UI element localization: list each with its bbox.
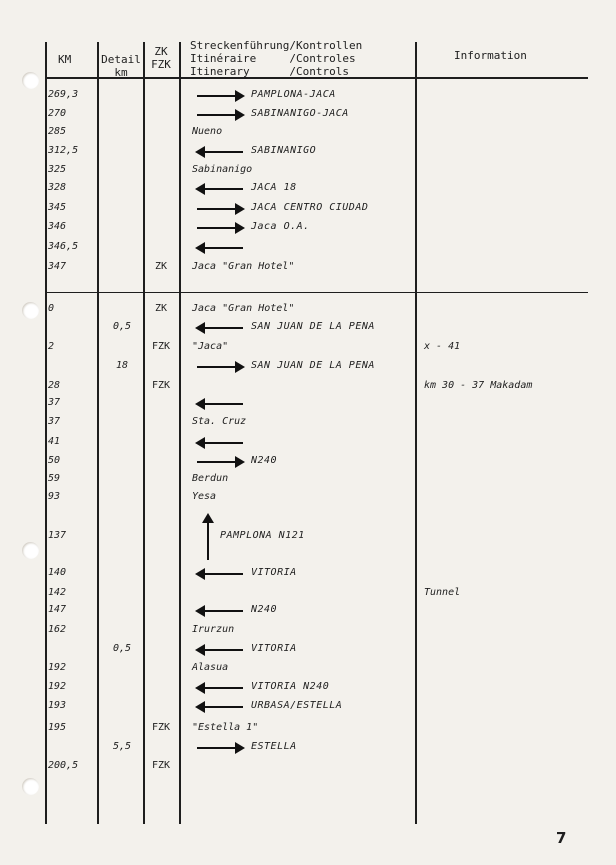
arrow-left-icon — [197, 573, 243, 575]
itinerary-text: "Estella 1" — [192, 722, 259, 733]
km-cell: 162 — [48, 624, 67, 635]
km-cell: 37 — [48, 416, 61, 427]
section-rule — [45, 292, 588, 293]
header-zk: ZK FZK — [151, 45, 171, 71]
km-cell: 0 — [48, 303, 55, 314]
arrow-left-icon — [197, 327, 243, 329]
control-cell: FZK — [151, 341, 171, 352]
header-detail: Detail km — [101, 53, 141, 79]
arrow-left-icon — [197, 687, 243, 689]
punch-hole — [22, 778, 39, 795]
arrow-left-icon — [197, 247, 243, 249]
itinerary-text: VITORIA — [251, 643, 297, 654]
header-km: KM — [58, 53, 72, 66]
control-cell: FZK — [151, 760, 171, 771]
arrow-left-icon — [197, 649, 243, 651]
km-cell: 2 — [48, 341, 55, 352]
arrow-left-icon — [197, 706, 243, 708]
punch-hole — [22, 72, 39, 89]
km-cell: 192 — [48, 662, 67, 673]
km-cell: 325 — [48, 164, 67, 175]
itinerary-text: ESTELLA — [251, 741, 297, 752]
arrow-left-icon — [197, 610, 243, 612]
arrow-right-icon — [197, 747, 243, 749]
itinerary-text: Alasua — [192, 662, 229, 673]
info-cell: x - 41 — [424, 341, 461, 352]
column-rule-left — [45, 42, 47, 824]
control-cell: ZK — [154, 303, 168, 314]
itinerary-text: JACA 18 — [251, 182, 297, 193]
itinerary-text: Irurzun — [192, 624, 235, 635]
km-cell: 269,3 — [48, 89, 79, 100]
arrow-right-icon — [197, 208, 243, 210]
info-cell: km 30 - 37 Makadam — [424, 380, 533, 391]
km-cell: 312,5 — [48, 145, 79, 156]
page-number: 7 — [556, 829, 567, 847]
itinerary-text: Jaca O.A. — [251, 221, 310, 232]
arrow-left-icon — [197, 188, 243, 190]
itinerary-text: N240 — [251, 455, 278, 466]
km-cell: 59 — [48, 473, 61, 484]
itinerary-text: Jaca "Gran Hotel" — [192, 261, 295, 272]
itinerary-text: PAMPLONA-JACA — [251, 89, 336, 100]
km-cell: 200,5 — [48, 760, 79, 771]
itinerary-text: Jaca "Gran Hotel" — [192, 303, 295, 314]
km-cell: 270 — [48, 108, 67, 119]
km-cell: 345 — [48, 202, 67, 213]
km-cell: 346,5 — [48, 241, 79, 252]
itinerary-text: URBASA/ESTELLA — [251, 700, 343, 711]
km-cell: 137 — [48, 530, 67, 541]
km-cell: 192 — [48, 681, 67, 692]
detail-km-cell: 5,5 — [112, 741, 132, 752]
km-cell: 41 — [48, 436, 61, 447]
punch-hole — [22, 542, 39, 559]
itinerary-text: SAN JUAN DE LA PENA — [251, 321, 375, 332]
km-cell: 193 — [48, 700, 67, 711]
control-cell: FZK — [151, 380, 171, 391]
arrow-right-icon — [197, 95, 243, 97]
column-rule-itinerary — [415, 42, 417, 824]
itinerary-text: SAN JUAN DE LA PENA — [251, 360, 375, 371]
arrow-right-icon — [197, 461, 243, 463]
km-cell: 93 — [48, 491, 61, 502]
column-rule-detail — [143, 42, 145, 824]
km-cell: 140 — [48, 567, 67, 578]
control-cell: FZK — [151, 722, 171, 733]
itinerary-text: JACA CENTRO CIUDAD — [251, 202, 369, 213]
itinerary-text: VITORIA N240 — [251, 681, 330, 692]
km-cell: 37 — [48, 397, 61, 408]
itinerary-text: Yesa — [192, 491, 217, 502]
arrow-right-icon — [197, 366, 243, 368]
itinerary-text: Berdun — [192, 473, 229, 484]
km-cell: 142 — [48, 587, 67, 598]
arrow-left-icon — [197, 151, 243, 153]
km-cell: 28 — [48, 380, 61, 391]
punch-hole — [22, 302, 39, 319]
itinerary-text: "Jaca" — [192, 341, 229, 352]
detail-km-cell: 0,5 — [112, 643, 132, 654]
arrow-left-icon — [197, 403, 243, 405]
itinerary-text: SABINANIGO — [251, 145, 317, 156]
arrow-right-icon — [197, 114, 243, 116]
itinerary-text: SABINANIGO-JACA — [251, 108, 349, 119]
km-cell: 50 — [48, 455, 61, 466]
info-cell: Tunnel — [424, 587, 461, 598]
itinerary-text: N240 — [251, 604, 278, 615]
detail-km-cell: 0,5 — [112, 321, 132, 332]
itinerary-text: PAMPLONA N121 — [220, 530, 305, 541]
itinerary-text: Sta. Cruz — [192, 416, 247, 427]
arrow-right-icon — [197, 227, 243, 229]
km-cell: 147 — [48, 604, 67, 615]
itinerary-text: Sabinanigo — [192, 164, 253, 175]
arrow-left-icon — [197, 442, 243, 444]
control-cell: ZK — [154, 261, 168, 272]
km-cell: 285 — [48, 126, 67, 137]
km-cell: 195 — [48, 722, 67, 733]
column-rule-zk — [179, 42, 181, 824]
km-cell: 328 — [48, 182, 67, 193]
km-cell: 347 — [48, 261, 67, 272]
itinerary-text: Nueno — [192, 126, 223, 137]
header-information: Information — [454, 49, 527, 62]
arrow-up-icon — [207, 516, 209, 560]
column-rule-km — [97, 42, 99, 824]
itinerary-text: VITORIA — [251, 567, 297, 578]
detail-km-cell: 18 — [115, 360, 129, 371]
header-itinerary: Streckenführung/Kontrollen Itinéraire /Controles Itinerary /Controls — [190, 39, 363, 78]
km-cell: 346 — [48, 221, 67, 232]
